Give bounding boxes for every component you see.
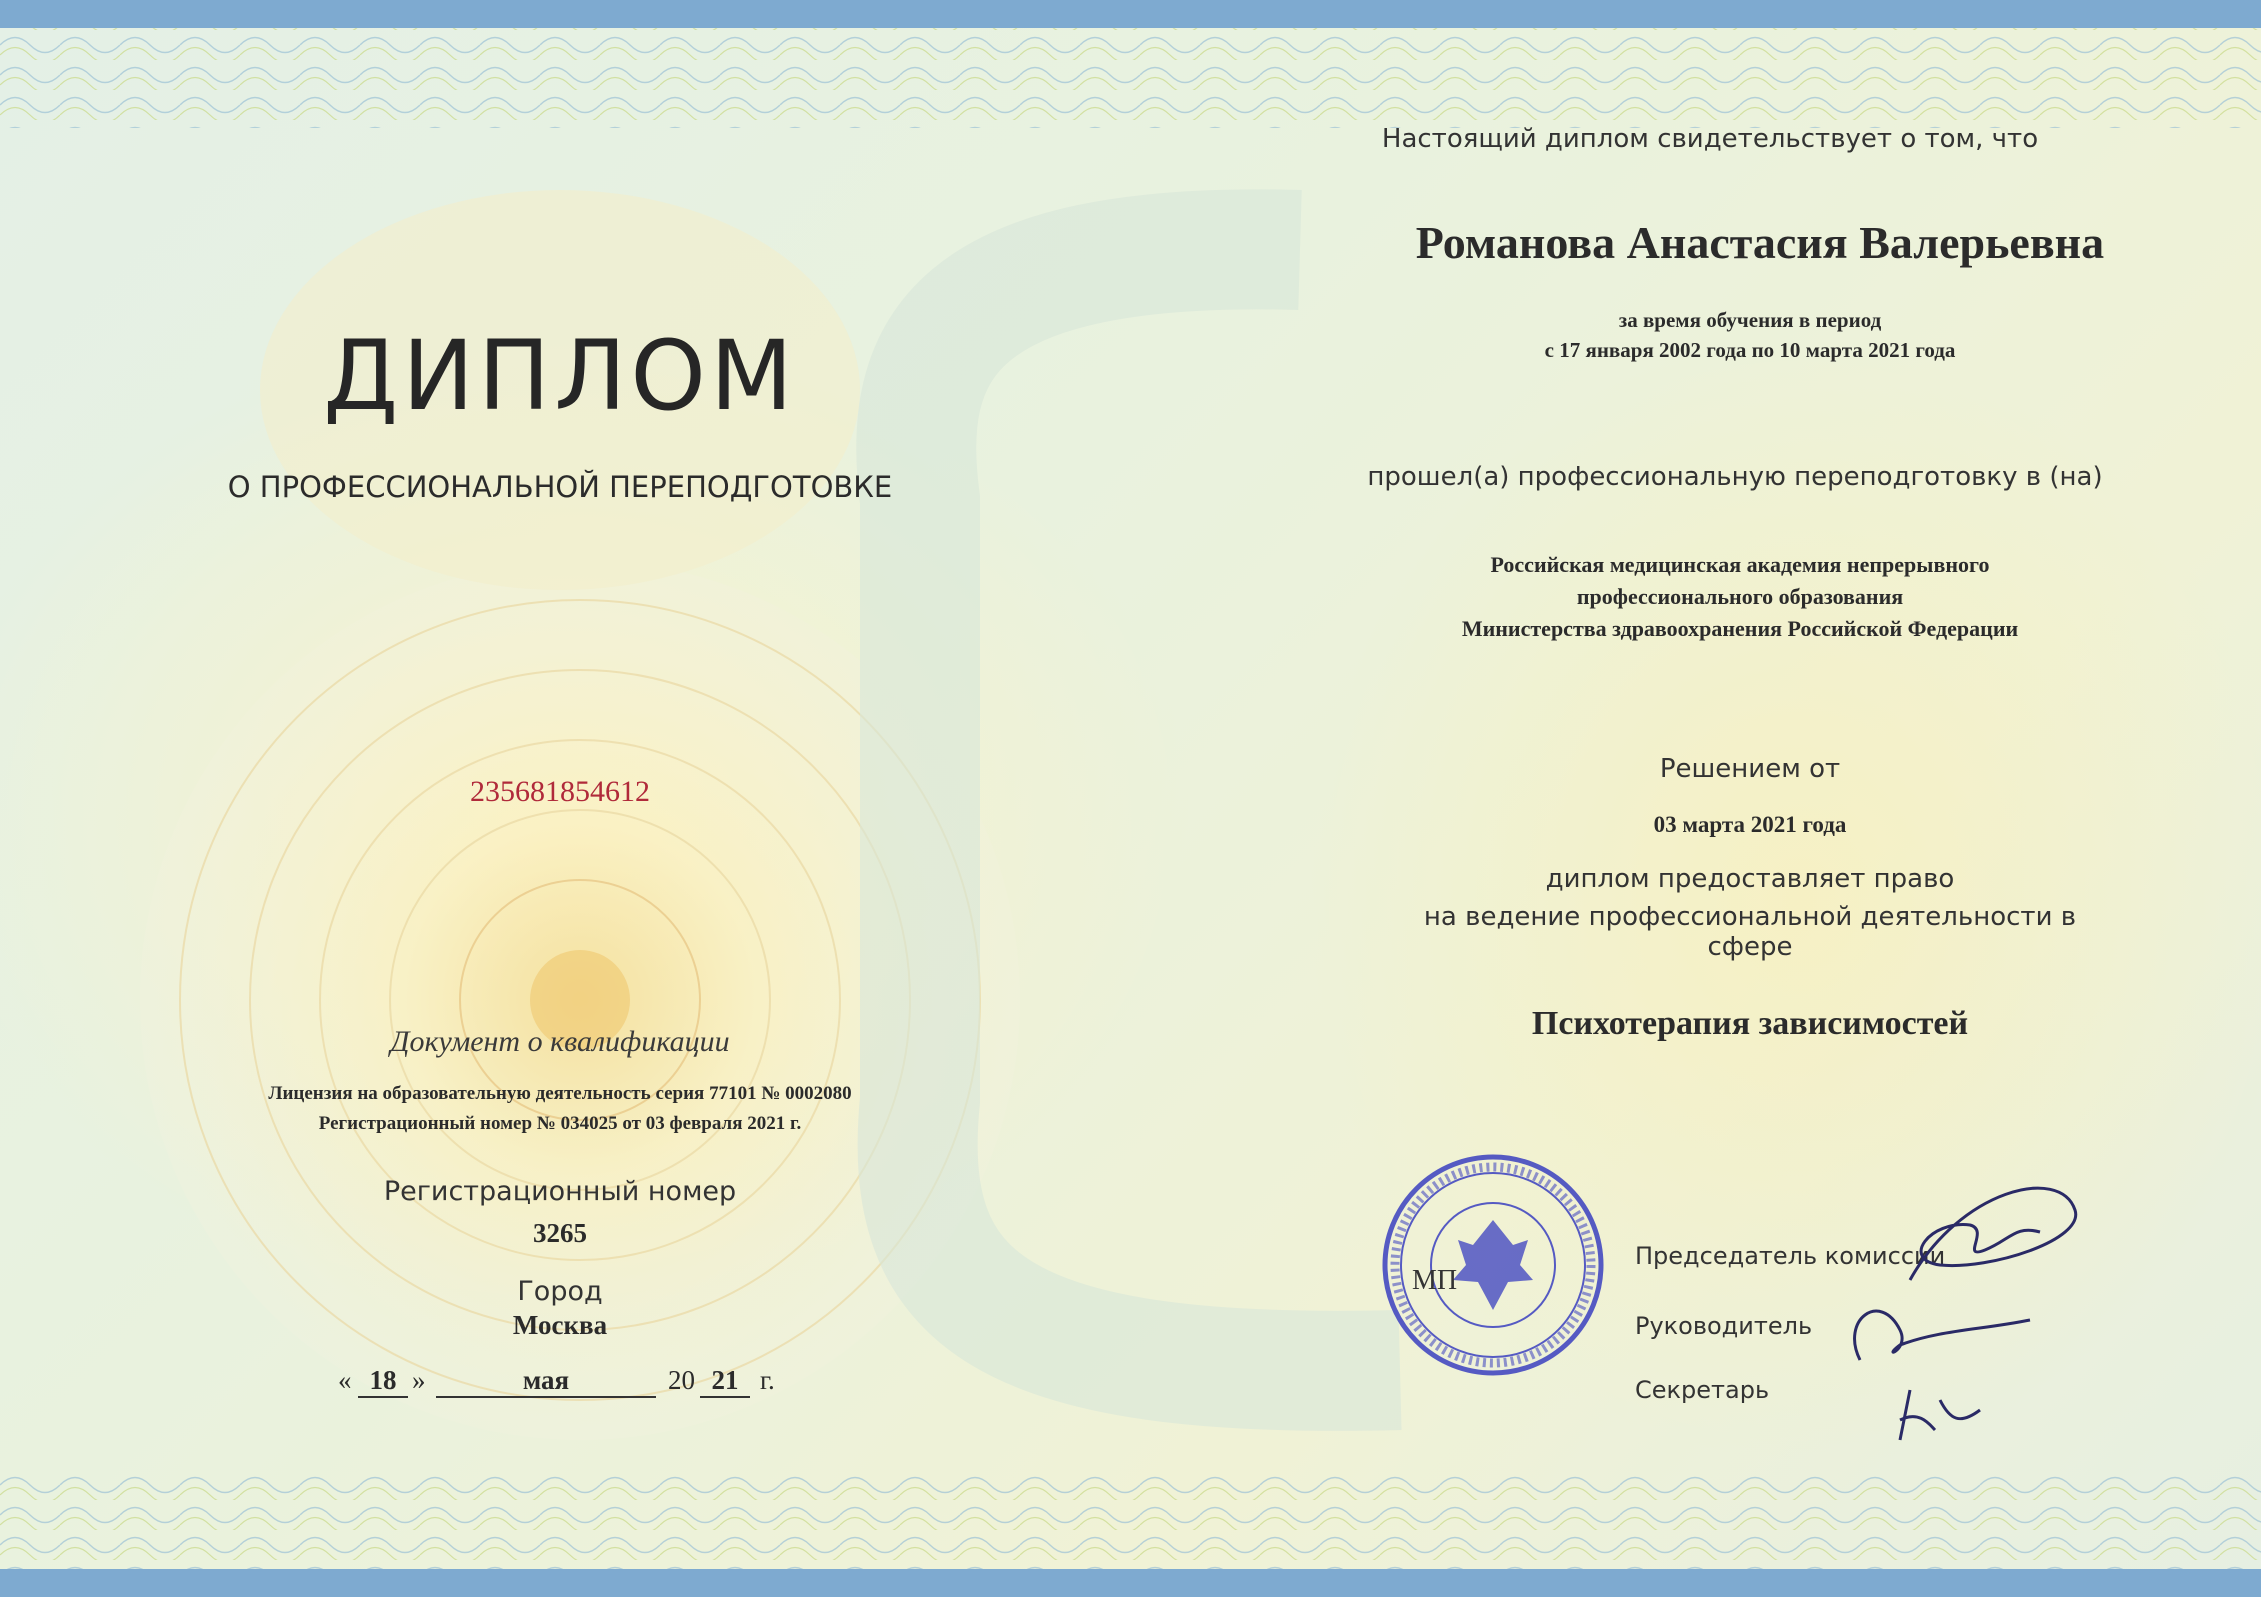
date-open-quote: « <box>338 1365 352 1395</box>
secretary-signature <box>1900 1390 1980 1440</box>
registration-number-value: 3265 <box>533 1218 587 1248</box>
document-type: Документ о квалификации <box>390 1025 730 1058</box>
specialty: Психотерапия зависимостей <box>1531 1005 1969 1042</box>
serial-number: 235681854612 <box>470 775 650 808</box>
recipient-name: Романова Анастасия Валерьевна <box>1415 217 2105 268</box>
date-year-prefix: 20 <box>668 1365 695 1395</box>
registration-number-label: Регистрационный номер <box>383 1176 737 1207</box>
right-granted-line-1: диплом предоставляет право <box>1545 864 1955 894</box>
head-signature <box>1855 1311 2030 1360</box>
date-year-unit: г. <box>760 1365 775 1395</box>
license-registration-line: Регистрационный номер № 034025 от 03 февраля 2021 г. <box>318 1113 802 1134</box>
secretary-label: Секретарь <box>1635 1376 1770 1404</box>
head-label: Руководитель <box>1635 1312 1813 1340</box>
mp-label: МП <box>1412 1265 1458 1296</box>
center-guilloche <box>916 249 1400 1370</box>
diploma-subtitle: О ПРОФЕССИОНАЛЬНОЙ ПЕРЕПОДГОТОВКЕ <box>227 470 893 504</box>
intro-text: Настоящий диплом свидетельствует о том, что <box>1381 124 2039 154</box>
city-value: Москва <box>512 1310 608 1340</box>
date-day: 18 <box>358 1365 408 1398</box>
diploma-title: ДИПЛОМ <box>323 320 797 432</box>
period-label: за время обучения в период <box>1618 308 1882 332</box>
chairman-label: Председатель комиссии <box>1635 1242 1946 1270</box>
date-close-quote: » <box>412 1365 426 1395</box>
top-border-strip <box>0 0 2261 28</box>
institution-line-2: профессионального образования <box>1576 584 1904 609</box>
institution-line-3: Министерства здравоохранения Российской Федерации <box>1461 616 2019 641</box>
decision-label: Решением от <box>1659 754 1841 784</box>
city-label: Город <box>517 1276 603 1307</box>
period-value: с 17 января 2002 года по 10 марта 2021 года <box>1544 338 1956 362</box>
date-month: мая <box>436 1365 656 1398</box>
decision-date: 03 марта 2021 года <box>1653 812 1847 837</box>
date-year-suffix: 21 <box>700 1365 750 1398</box>
issue-date <box>338 1365 798 1405</box>
chairman-signature <box>1910 1188 2076 1280</box>
license-line: Лицензия на образовательную деятельность серия 77101 № 0002080 <box>268 1083 852 1104</box>
signatures <box>1840 1170 2100 1450</box>
passed-line: прошел(а) профессиональную переподготовку в (на) <box>1367 462 2103 492</box>
institution-line-1: Российская медицинская академия непрерывного <box>1490 552 1990 577</box>
right-granted-line-2: на ведение профессиональной деятельности в сфере <box>1423 902 2077 962</box>
bottom-border-strip <box>0 1569 2261 1597</box>
